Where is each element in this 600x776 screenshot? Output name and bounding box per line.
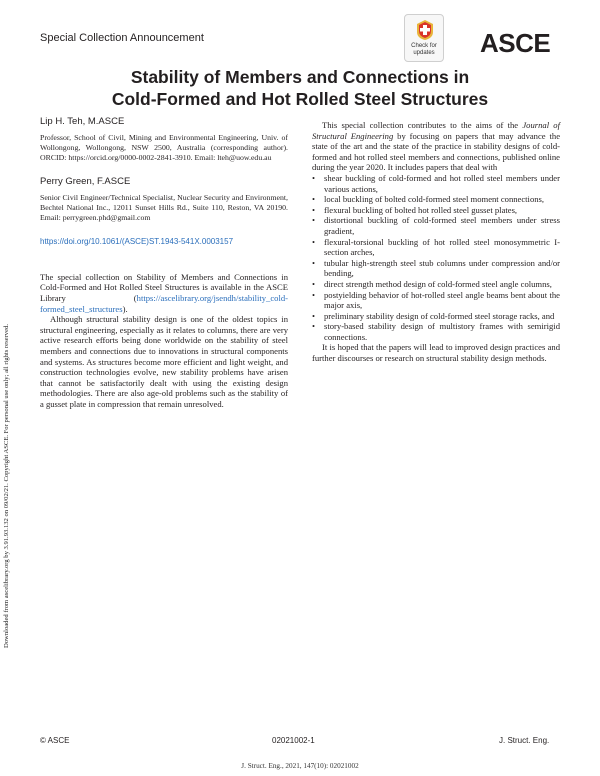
list-item: • preliminary stability design of cold-formed steel storage racks, and [312, 311, 560, 322]
topics-list [312, 173, 560, 343]
list-item: • flexural buckling of bolted hot rolled steel gusset plates, [312, 205, 560, 216]
collection-availability-paragraph: The special collection on Stability of Members and Connections in Cold-Formed and Hot Rolled Steel Structures is available in the ASCE Library (https://ascelibrary.org/jsendh/stability_cold-formed_steel_structures). [40, 271, 288, 314]
footer-citation: J. Struct. Eng., 2021, 147(10): 02021002 [241, 762, 359, 770]
footer-journal: J. Struct. Eng. [499, 736, 550, 745]
title-line-2: Cold-Formed and Hot Rolled Steel Structures [111, 89, 489, 109]
body-paragraph: Although structural stability design is one of the oldest topics in structural engineering, especially as it relates to columns, there are very active research efforts being done worldwide on the stability of steel members and connections due to innovations in structural components and systems. As structures become more efficient and light weight, and construction technologies evolve, new stability problems have arisen that cannot be satisfactorily dealt with using the existing design methodologies. There are also age-old problems such as the stability of a gusset plate in compression that remain unresolved. [40, 314, 288, 409]
check-for-updates-badge[interactable] [404, 14, 444, 62]
journal-name: Journal of Structural Engineering [312, 120, 560, 141]
list-item: • distortional buckling of cold-formed steel members under stress gradient, [312, 215, 560, 236]
list-item: • direct strength method design of cold-formed steel angle columns, [312, 279, 560, 290]
collection-link[interactable]: https://ascelibrary.org/jsendh/stability_cold-formed_steel_structures [40, 293, 288, 314]
footer-page-number: 02021002-1 [272, 736, 315, 745]
doi-link[interactable]: https://doi.org/10.1061/(ASCE)ST.1943-541X.0003157 [40, 237, 234, 247]
list-item: • local buckling of bolted cold-formed steel moment connections, [312, 194, 560, 205]
author-affiliation: Professor, School of Civil, Mining and Environmental Engineering, Univ. of Wollongong, Wollongong, NSW 2500, Australia (corresponding author). ORCID: https://orcid.org/0000-0002-2841-3910. Email: lteh@uow.edu.au [40, 133, 288, 163]
crossmark-icon [416, 19, 434, 41]
list-item: • tubular high-strength steel stub columns under compression and/or bending, [312, 258, 560, 279]
author-name: Perry Green, F.ASCE [40, 175, 131, 187]
author-affiliation: Senior Civil Engineer/Technical Specialist, Nuclear Security and Environment, Bechtel National Inc., 12011 Sunset Hills Rd., Suite 110, Reston, VA 20190. Email: perrygreen.phd@gmail.com [40, 192, 288, 223]
badge-text: Check for updates [411, 43, 437, 56]
list-item: • shear buckling of cold-formed and hot rolled steel members under various actions, [312, 173, 560, 194]
list-item: • flexural-torsional buckling of hot rolled steel monosymmetric I-section arches, [312, 237, 560, 258]
intro-paragraph: This special collection contributes to the aims of the Journal of Structural Engineering by focusing on papers that may advance the state of the art and the state of the practice in stability designs of cold-formed and hot rolled steel members and connections, published online during the year 2020. It includes papers that deal with [312, 120, 561, 173]
left-column [40, 116, 288, 410]
closing-paragraph: It is hoped that the papers will lead to improved design practices and further discourses or research on structural stability design methods. [312, 342, 560, 364]
download-notice: Downloaded from ascelibrary.org by 3.91.93.132 on 09/02/21. Copyright ASCE. For personal use only; all rights reserved. [3, 324, 10, 648]
right-column [312, 120, 560, 364]
author-name: Lip H. Teh, M.ASCE [40, 116, 125, 127]
article-type-label: Special Collection Announcement [40, 32, 204, 44]
list-item: • story-based stability design of multistory frames with semirigid connections. [312, 321, 560, 342]
footer-copyright: © ASCE [40, 736, 70, 745]
asce-logo: ASCE [480, 28, 551, 58]
article-title [40, 66, 560, 110]
title-line-1: Stability of Members and Connections in [130, 67, 470, 87]
list-item: • postyielding behavior of hot-rolled steel angle beams bent about the major axis, [312, 290, 560, 311]
